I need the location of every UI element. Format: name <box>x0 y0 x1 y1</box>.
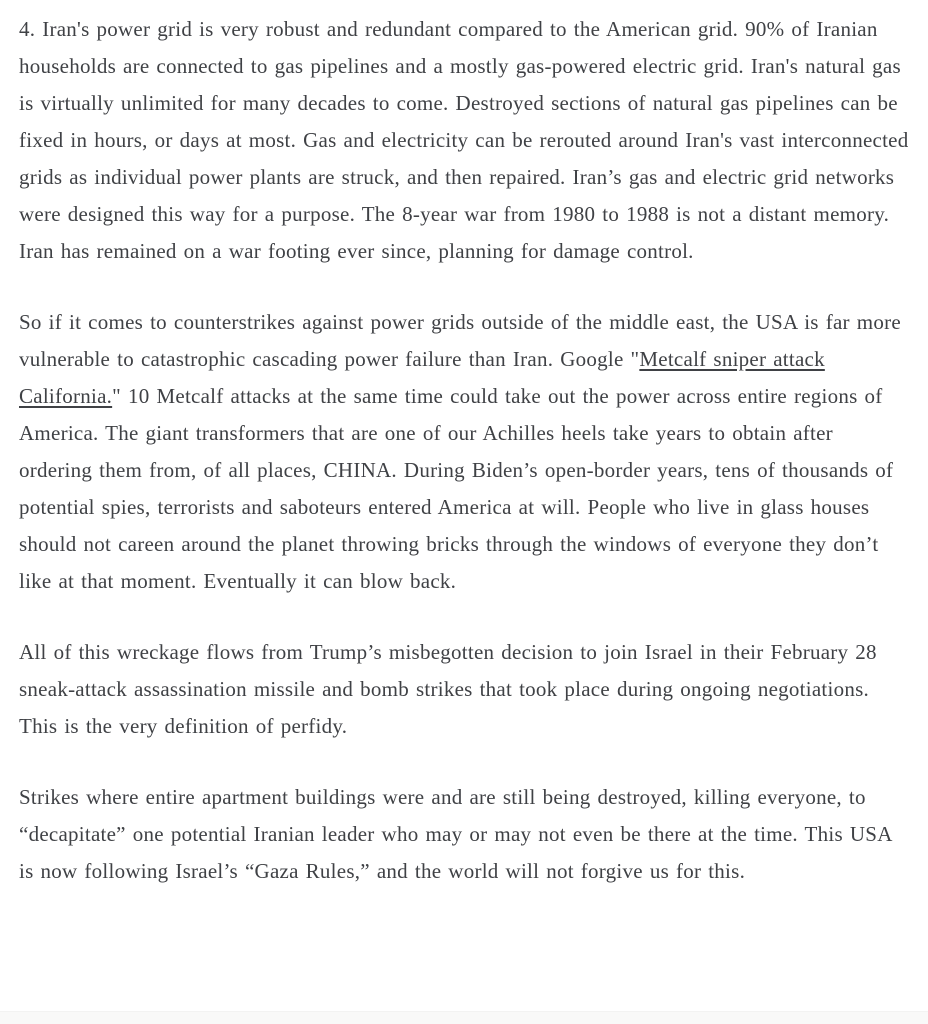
paragraph-apartment-strikes: Strikes where entire apartment buildings were and are still being destroyed, killing everyone, to “decapitate” one potential Iranian leader who may or may not even be there at the time. This USA is now following Israel’s “Gaza Rules,” and the world will not forgive us for this. <box>19 785 892 883</box>
paragraph-iran-power-grid: 4. Iran's power grid is very robust and redundant compared to the American grid. 90% of Iranian households are connected to gas pipelines and a mostly gas-powered electric grid. Iran's natural gas is virtually unlimited for many decades to come. Destroyed sections of natural gas pipelines can be fixed in hours, or days at most. Gas and electricity can be rerouted around Iran's vast interconnected grids as individual power plants are struck, and then repaired. Iran’s gas and electric grid networks were designed this way for a purpose. The 8-year war from 1980 to 1988 is not a distant memory. Iran has remained on a war footing ever since, planning for damage control. <box>19 17 909 263</box>
metcalf-sniper-attack-link[interactable]: Metcalf sniper attack California. <box>19 347 825 408</box>
paragraph-wreckage-trump-decision: All of this wreckage flows from Trump’s misbegotten decision to join Israel in their February 28 sneak-attack assassination missile and bomb strikes that took place during ongoing negotiations. This is the very definition of perfidy. <box>19 640 877 738</box>
paragraph-counterstrikes <box>19 304 909 600</box>
paragraph-counterstrikes-text-before-link: So if it comes to counterstrikes against power grids outside of the middle east, the USA is far more vulnerable to catastrophic cascading power failure than Iran. Google " <box>19 310 901 371</box>
bottom-edge-band <box>0 1011 928 1024</box>
paragraph-counterstrikes-text-after-link: " 10 Metcalf attacks at the same time could take out the power across entire regions of America. The giant transformers that are one of our Achilles heels take years to obtain after ordering them from, of all places, CHINA. During Biden’s open-border years, tens of thousands of potential spies, terrorists and saboteurs entered America at will. People who live in glass houses should not careen around the planet throwing bricks through the windows of everyone they don’t like at that moment. Eventually it can blow back. <box>19 384 894 593</box>
